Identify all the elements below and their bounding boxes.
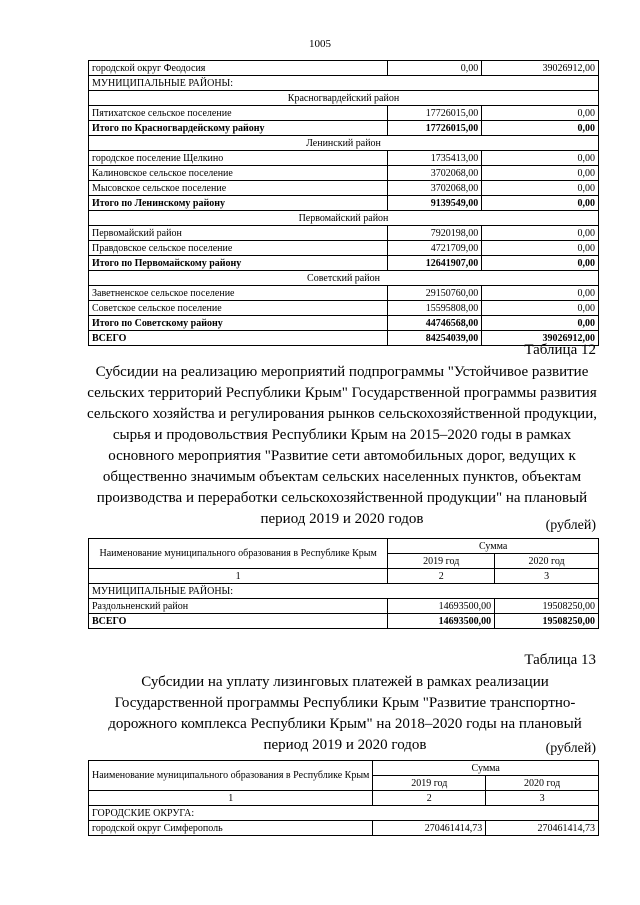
table13-colnum-row: [89, 791, 599, 806]
row-2020: 0,00: [482, 181, 599, 196]
row-2019: 12641907,00: [388, 256, 482, 271]
table13-header-row: [89, 761, 599, 776]
row-2019: 17726015,00: [388, 121, 482, 136]
total-name: ВСЕГО: [89, 614, 388, 629]
table12-header-row: [89, 539, 599, 554]
section-label: МУНИЦИПАЛЬНЫЕ РАЙОНЫ:: [89, 584, 599, 599]
header-2020: 2020 год: [486, 776, 599, 791]
table-row: [89, 106, 599, 121]
page-number: 1005: [309, 38, 331, 50]
row-name: городской округ Феодосия: [89, 61, 388, 76]
row-2020: 0,00: [482, 286, 599, 301]
table-row: [89, 61, 599, 76]
district-label: Советский район: [89, 271, 599, 286]
district-row: [89, 211, 599, 226]
row-name: Заветненское сельское поселение: [89, 286, 388, 301]
table-row: [89, 301, 599, 316]
row-2020: 270461414,73: [486, 821, 599, 836]
district-label: Первомайский район: [89, 211, 599, 226]
row-2020: 0,00: [482, 241, 599, 256]
row-name: Правдовское сельское поселение: [89, 241, 388, 256]
table-row: [89, 226, 599, 241]
table-row: [89, 286, 599, 301]
total-2020: 19508250,00: [495, 614, 599, 629]
row-name: Советское сельское поселение: [89, 301, 388, 316]
row-2019: 1735413,00: [388, 151, 482, 166]
row-name: ВСЕГО: [89, 331, 388, 346]
row-name: Итого по Советскому району: [89, 316, 388, 331]
colnum-2: 2: [373, 791, 486, 806]
table13: [88, 760, 599, 836]
row-2019: 3702068,00: [388, 181, 482, 196]
row-2020: 0,00: [482, 226, 599, 241]
header-name: Наименование муниципального образования в Республике Крым: [89, 539, 388, 569]
total-row: [89, 331, 599, 346]
row-2020: 39026912,00: [482, 61, 599, 76]
row-name: Итого по Красногвардейскому району: [89, 121, 388, 136]
row-2020: 0,00: [482, 106, 599, 121]
row-2019: 9139549,00: [388, 196, 482, 211]
table-row: [89, 599, 599, 614]
table-row: [89, 241, 599, 256]
colnum-2: 2: [388, 569, 495, 584]
header-2019: 2019 год: [388, 554, 495, 569]
row-2020: 0,00: [482, 121, 599, 136]
table12-number: Таблица 12: [524, 342, 596, 358]
table12-section-row: [89, 584, 599, 599]
total-row: [89, 196, 599, 211]
colnum-3: 3: [495, 569, 599, 584]
row-2019: 44746568,00: [388, 316, 482, 331]
row-2019: 4721709,00: [388, 241, 482, 256]
row-2020: 39026912,00: [482, 331, 599, 346]
header-sum: Сумма: [373, 761, 599, 776]
row-2019: 0,00: [388, 61, 482, 76]
table13-number: Таблица 13: [524, 652, 596, 668]
row-2019: 84254039,00: [388, 331, 482, 346]
row-2019: 29150760,00: [388, 286, 482, 301]
header-2020: 2020 год: [495, 554, 599, 569]
header-2019: 2019 год: [373, 776, 486, 791]
section-row: [89, 76, 599, 91]
row-name: городской округ Симферополь: [89, 821, 373, 836]
row-2020: 19508250,00: [495, 599, 599, 614]
total-2019: 14693500,00: [388, 614, 495, 629]
row-2019: 17726015,00: [388, 106, 482, 121]
row-2019: 3702068,00: [388, 166, 482, 181]
table-row: [89, 181, 599, 196]
table13-title: Субсидии на уплату лизинговых платежей в рамках реализации Государственной программы Республики Крым "Развитие транспортно-дорожного комплекса Республики Крым" на 2018–2020 годы на плановый период 2019 и 2020 годов: [108, 674, 582, 753]
header-name: Наименование муниципального образования в Республике Крым: [89, 761, 373, 791]
row-2019: 15595808,00: [388, 301, 482, 316]
total-row: [89, 256, 599, 271]
district-label: Ленинский район: [89, 136, 599, 151]
district-label: Красногвардейский район: [89, 91, 599, 106]
total-row: [89, 121, 599, 136]
district-row: [89, 91, 599, 106]
row-name: городское поселение Щелкино: [89, 151, 388, 166]
row-name: Итого по Первомайскому району: [89, 256, 388, 271]
row-2019: 270461414,73: [373, 821, 486, 836]
district-row: [89, 271, 599, 286]
colnum-1: 1: [89, 791, 373, 806]
top-table: [88, 60, 599, 346]
row-name: Раздольненский район: [89, 599, 388, 614]
section-label: ГОРОДСКИЕ ОКРУГА:: [89, 806, 599, 821]
colnum-3: 3: [486, 791, 599, 806]
row-name: Мысовское сельское поселение: [89, 181, 388, 196]
district-row: [89, 136, 599, 151]
row-name: Калиновское сельское поселение: [89, 166, 388, 181]
table12-title: Субсидии на реализацию мероприятий подпрограммы "Устойчивое развитие сельских территорий Республики Крым" Государственной программы развития сельского хозяйства и регулирования рынков сельскохозяйственной продукции, сырья и продовольствия Республики Крым на 2015–2020 годы в рамках основного мероприятия "Развитие сети автомобильных дорог, ведущих к общественно значимым объектам сельских населенных пунктов, объектам производства и переработки сельскохозяйственной продукции" на плановый период 2019 и 2020 годов: [87, 364, 597, 527]
table-row: [89, 166, 599, 181]
table-row: [89, 151, 599, 166]
row-2020: 0,00: [482, 196, 599, 211]
row-2019: 14693500,00: [388, 599, 495, 614]
table13-units: (рублей): [545, 741, 596, 756]
colnum-1: 1: [89, 569, 388, 584]
table-row: [89, 821, 599, 836]
row-name: Пятихатское сельское поселение: [89, 106, 388, 121]
table12-total-row: [89, 614, 599, 629]
table12: [88, 538, 599, 629]
row-2020: 0,00: [482, 256, 599, 271]
row-2020: 0,00: [482, 151, 599, 166]
table12-units: (рублей): [545, 518, 596, 533]
row-2020: 0,00: [482, 166, 599, 181]
row-name: Первомайский район: [89, 226, 388, 241]
table13-section-row: [89, 806, 599, 821]
table12-colnum-row: [89, 569, 599, 584]
section-label: МУНИЦИПАЛЬНЫЕ РАЙОНЫ:: [89, 76, 599, 91]
row-2020: 0,00: [482, 316, 599, 331]
row-2019: 7920198,00: [388, 226, 482, 241]
row-2020: 0,00: [482, 301, 599, 316]
total-row: [89, 316, 599, 331]
header-sum: Сумма: [388, 539, 599, 554]
row-name: Итого по Ленинскому району: [89, 196, 388, 211]
